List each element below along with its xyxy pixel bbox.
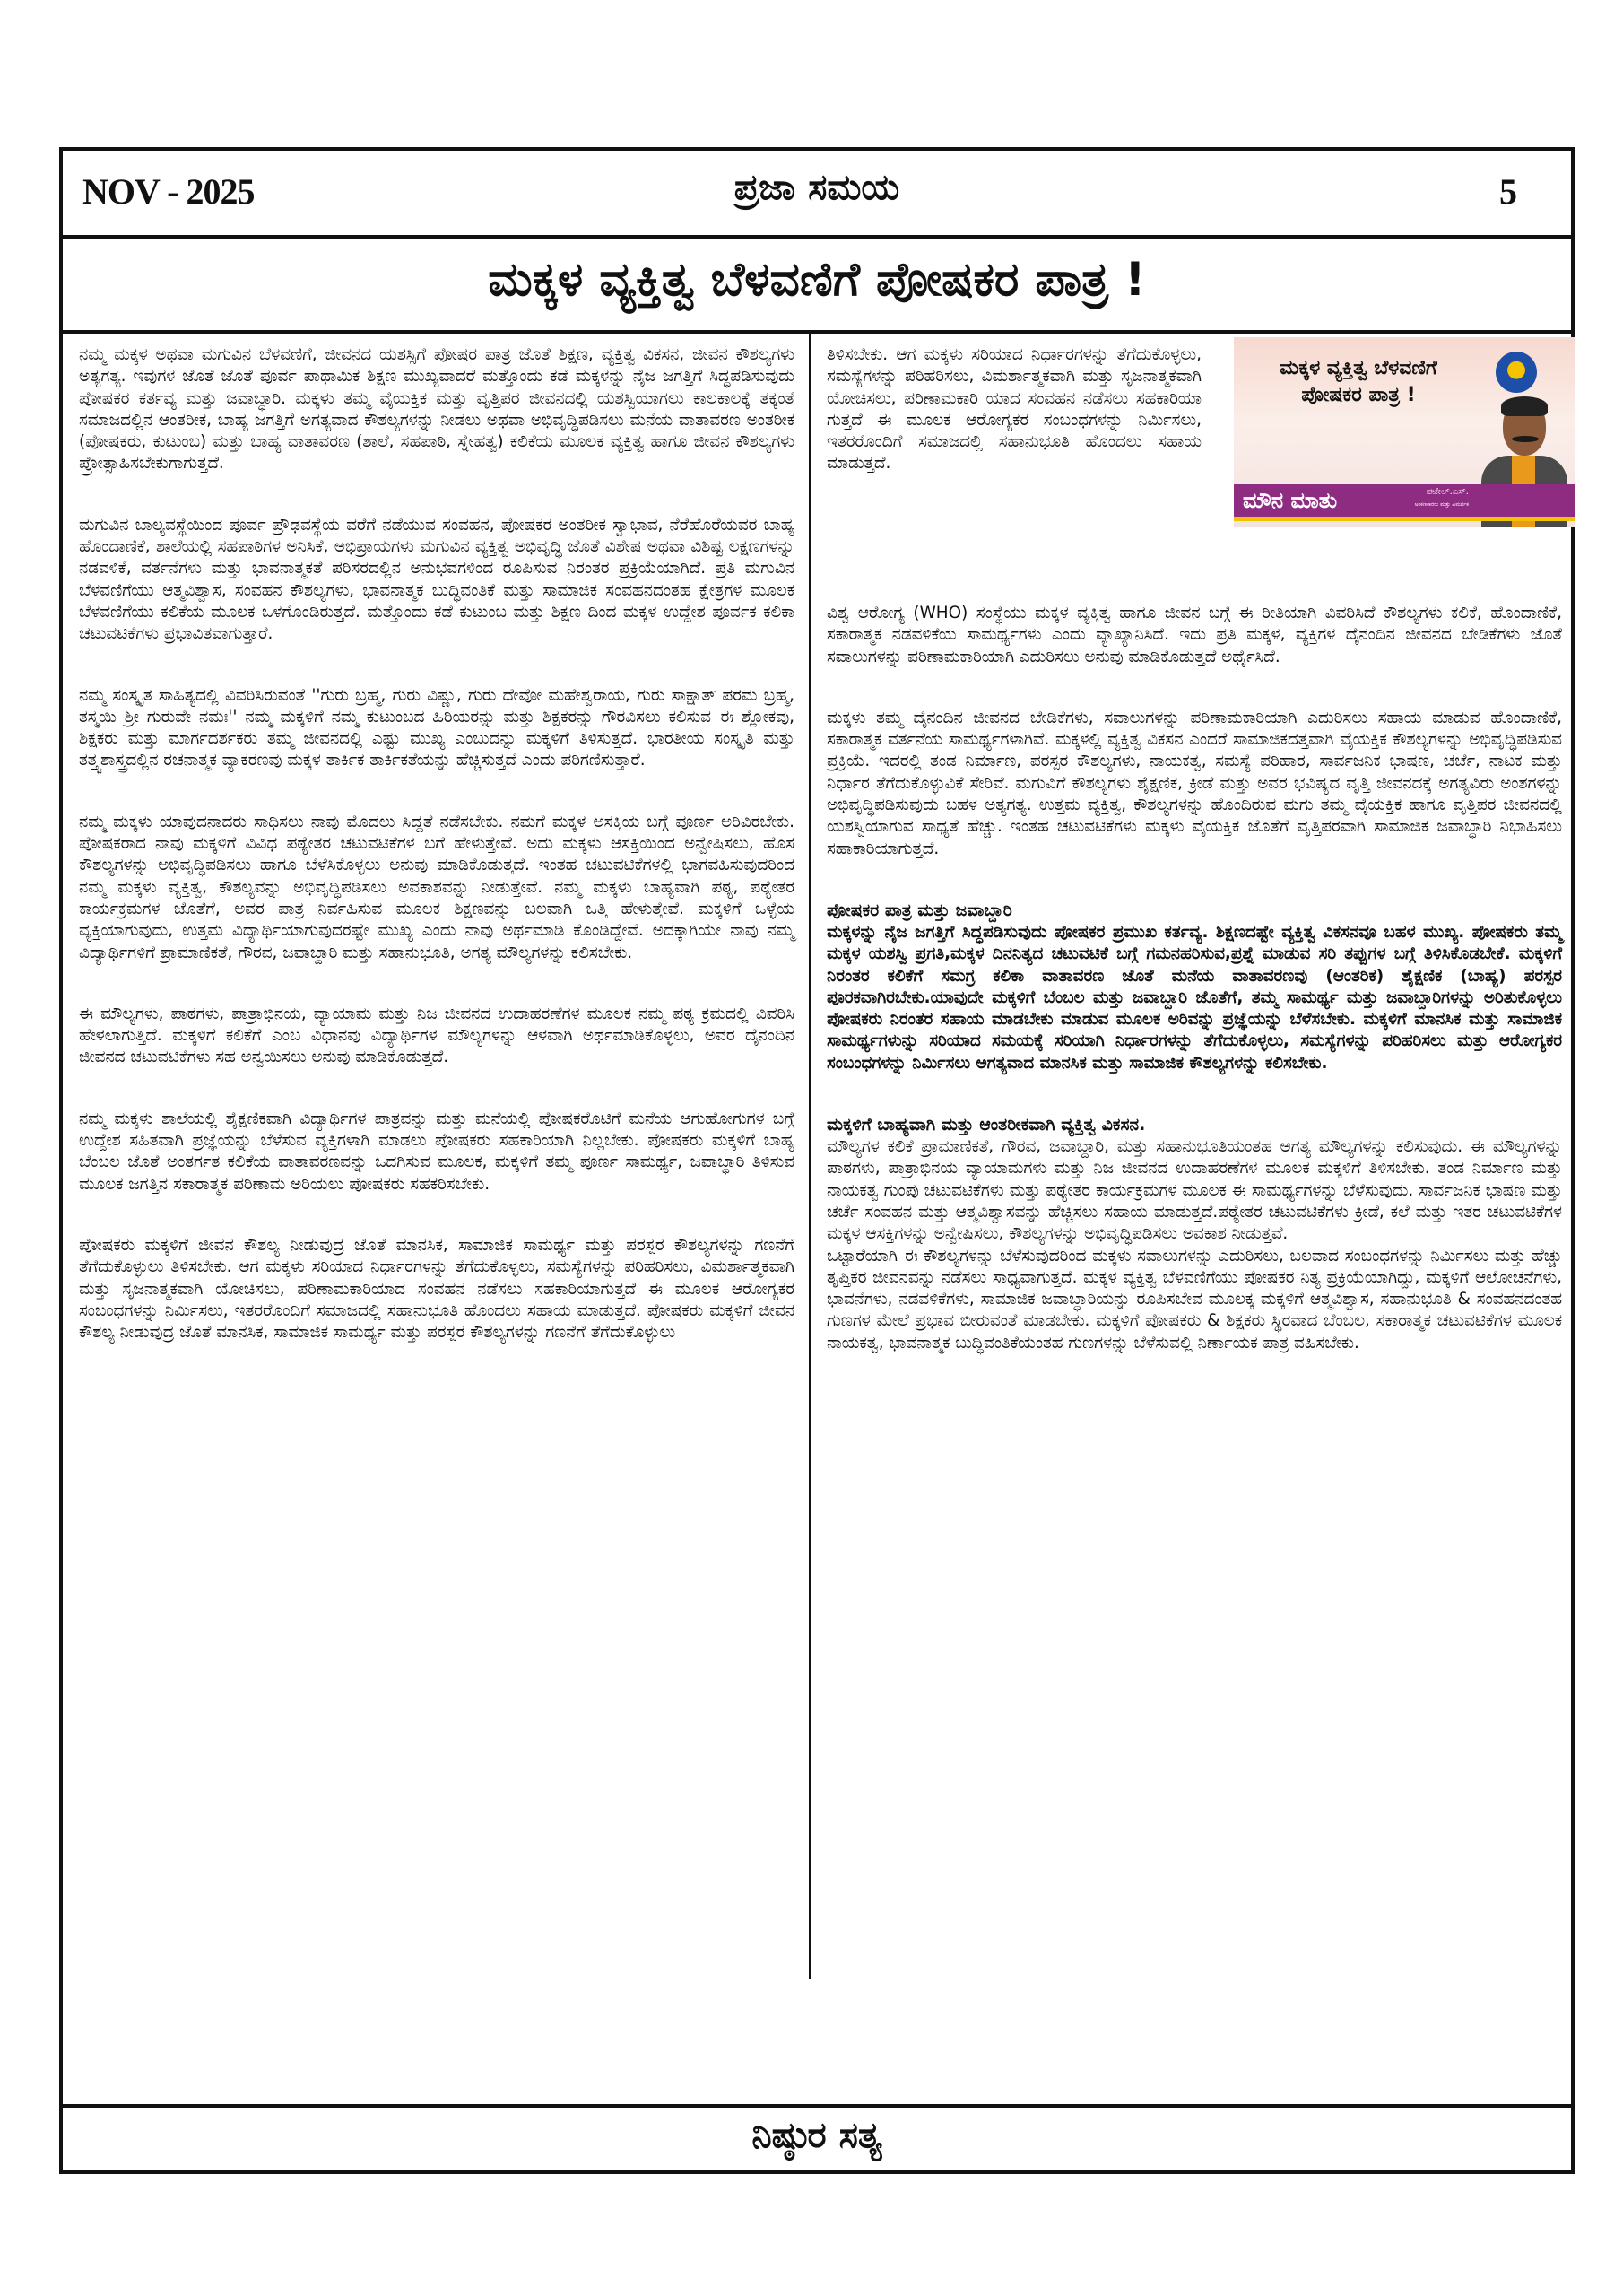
paragraph: ನಮ್ಮ ಮಕ್ಕಳು ಯಾವುದನಾದರು ಸಾಧಿಸಲು ನಾವು ಮೊದಲು ಸಿದ್ದತೆ ನಡೆಸಬೇಕು. ನಮಗೆ ಮಕ್ಕಳ ಅಸಕ್ತಿಯ ಬಗ್ಗೆ ಪೂರ್ಣ ಅರಿವಿರಬೇಕು. ಪೋಷಕರಾದ ನಾವು ಮಕ್ಕಳಿಗೆ ವಿವಿಧ ಪಠ್ಯೇತರ ಚಟುವಟಿಕೆಗಳ ಬಗೆ ಹೇಳುತ್ತೇವೆ. ಅದು ಮಕ್ಕಳು ಆಸಕ್ತಿಯಿಂದ ಅನ್ವೇಷಿಸಲು, ಹೊಸ ಕೌಶಲ್ಯಗಳನ್ನು ಅಭಿವೃದ್ಧಿಪಡಿಸಲು ಹಾಗೂ ಬೆಳೆಸಿಕೊಳ್ಳಲು ಅನುವು ಮಾಡಿಕೊಡುತ್ತದೆ. ಇಂತಹ ಚಟುವಟಿಕೆಗಳಲ್ಲಿ ಭಾಗವಹಿಸುವುದರಿಂದ ನಮ್ಮ ಮಕ್ಕಳು ವ್ಯಕ್ತಿತ್ವ, ಕೌಶಲ್ಯವನ್ನು ಅಭಿವೃದ್ಧಿಪಡಿಸಲು ಅವಕಾಶವನ್ನು ನೀಡುತ್ತೇವೆ. ನಮ್ಮ ಮಕ್ಕಳು ಬಾಹ್ಯವಾಗಿ ಪಠ್ಯ, ಪಠ್ಯೇತರ ಕಾರ್ಯಕ್ರಮಗಳ ಜೊತೆಗೆ, ಅವರ ಪಾತ್ರ ನಿರ್ವಹಿಸುವ ಮೂಲಕ ಶಿಕ್ಷಣವನ್ನು ಬಲವಾಗಿ ಒತ್ತಿ ಹೇಳುತ್ತೇವೆ. ಮಕ್ಕಳಿಗೆ ಒಳ್ಳೆಯ ವ್ಯಕ್ತಿಯಾಗುವುದು, ಉತ್ತಮ ವಿದ್ಯಾರ್ಥಿಯಾಗುವುದರಷ್ಟೇ ಮುಖ್ಯ ಎಂದು ನಾವು ಅರ್ಥಮಾಡಿ ಕೊಂಡಿದ್ದೇವೆ. ಅದಕ್ಕಾಗಿಯೇ ನಾವು ನಮ್ಮ ವಿದ್ಯಾರ್ಥಿಗಳಿಗೆ ಪ್ರಾಮಾಣಿಕತೆ, ಗೌರವ, ಜವಾಬ್ದಾರಿ ಮತ್ತು ಸಹಾನುಭೂತಿ, ಅಗತ್ಯ ಮೌಲ್ಯಗಳನ್ನು ಕಲಿಸಬೇಕು. <box>79 812 794 962</box>
paragraph: ಈ ಮೌಲ್ಯಗಳು, ಪಾಠಗಳು, ಪಾತ್ರಾಭಿನಯ, ವ್ಯಾಯಾಮ ಮತ್ತು ನಿಜ ಜೀವನದ ಉದಾಹರಣೆಗಳ ಮೂಲಕ ನಮ್ಮ ಪಠ್ಯ ಕ್ರಮದಲ್ಲಿ ವಿವರಿಸಿ ಹೇಳಲಾಗುತ್ತಿದೆ. ಮಕ್ಕಳಿಗೆ ಕಲಿಕೆಗೆ ಎಂಬ ವಿಧಾನವು ವಿದ್ಯಾರ್ಥಿಗಳ ಮೌಲ್ಯಗಳನ್ನು ಆಳವಾಗಿ ಅರ್ಥಮಾಡಿಕೊಳ್ಳಲು, ಅವರ ದೈನಂದಿನ ಜೀವನದ ಚಟುವಟಿಕೆಗಳು ಸಹ ಅನ್ವಯಿಸಲು ಅನುವು ಮಾಡಿಕೊಡುತ್ತದೆ. <box>79 1004 794 1067</box>
section-heading: ಮಕ್ಕಳಿಗೆ ಬಾಹ್ಯವಾಗಿ ಮತ್ತು ಆಂತರೀಕವಾಗಿ ವ್ಯಕ್ತಿತ್ವ ವಿಕಸನ. <box>827 1115 1146 1135</box>
newspaper-name: ಪ್ರಜಾ ಸಮಯ <box>733 167 900 208</box>
left-column <box>79 344 794 1383</box>
paragraph: ನಮ್ಮ ಸಂಸ್ಕೃತ ಸಾಹಿತ್ಯದಲ್ಲಿ ವಿವರಿಸಿರುವಂತೆ ''ಗುರು ಬ್ರಹ್ಮ, ಗುರು ವಿಷ್ಣು, ಗುರು ದೇವೋ ಮಹೇಶ್ವರಾಯ, ಗುರು ಸಾಕ್ಷಾತ್ ಪರಮ ಬ್ರಹ್ಮ, ತಸ್ಮಯಿ ಶ್ರೀ ಗುರುವೇ ನಮಃ'' ನಮ್ಮ ಮಕ್ಕಳಿಗೆ ನಮ್ಮ ಕುಟುಂಬದ ಹಿರಿಯರನ್ನು ಮತ್ತು ಶಿಕ್ಷಕರನ್ನು ಗೌರವಿಸಲು ಕಲಿಸುವ ಈ ಶ್ಲೋಕವು, ಶಿಕ್ಷಕರು ಮತ್ತು ಮಾರ್ಗದರ್ಶಕರು ತಮ್ಮ ಜೀವನದಲ್ಲಿ ಎಷ್ಟು ಮುಖ್ಯ ಎಂಬುದನ್ನು ಮಕ್ಕಳಿಗೆ ತಿಳಿಸುತ್ತದೆ. ಭಾರತೀಯ ಸಂಸ್ಕೃತಿ ಮತ್ತು ತತ್ತ್ವಶಾಸ್ತ್ರದಲ್ಲಿನ ರಚನಾತ್ಮಕ ವ್ಯಾಕರಣವು ಮಕ್ಕಳ ತಾರ್ಕಿಕ ತಾರ್ಕಿಕತೆಯನ್ನು ಹೆಚ್ಚಿಸುತ್ತದೆ ಎಂದು ಪರಿಗಣಿಸುತ್ತಾರೆ. <box>79 685 794 770</box>
section-heading: ಪೋಷಕರ ಪಾತ್ರ ಮತ್ತು ಜವಾಬ್ದಾರಿ <box>827 900 1012 920</box>
author-role: ಅಂಕಣಕಾರರು ಮತ್ತು ವಿಮರ್ಶಕ <box>1414 501 1469 508</box>
person-mustache <box>1512 436 1539 442</box>
person-hair <box>1501 396 1548 416</box>
right-column <box>827 344 1562 1354</box>
news-logo-icon <box>1496 352 1537 393</box>
article-headline: ಮಕ್ಕಳ ವ್ಯಕ್ತಿತ್ವ ಬೆಳವಣಿಗೆ ಪೋಷಕರ ಪಾತ್ರ ! <box>488 253 1146 307</box>
banner-title-line: ಪೋಷಕರ ಪಾತ್ರ ! <box>1301 384 1416 406</box>
paragraph: ಒಟ್ಟಾರೆಯಾಗಿ ಈ ಕೌಶಲ್ಯಗಳನ್ನು ಬೆಳೆಸುವುದರಿಂದ ಮಕ್ಕಳು ಸವಾಲುಗಳನ್ನು ಎದುರಿಸಲು, ಬಲವಾದ ಸಂಬಂಧಗಳನ್ನು ನಿರ್ಮಿಸಲು ಮತ್ತು ಹೆಚ್ಚು ತೃಪ್ತಿಕರ ಜೀವನವನ್ನು ನಡೆಸಲು ಸಾಧ್ಯವಾಗುತ್ತದೆ. ಮಕ್ಕಳ ವ್ಯಕ್ತಿತ್ವ ಬೆಳವಣಿಗೆಯು ಪೋಷಕರ ನಿತ್ಯ ಪ್ರಕ್ರಿಯೆಯಾಗಿದ್ದು, ಮಕ್ಕಳಿಗೆ ಆಲೋಚನೆಗಳು, ಭಾವನೆಗಳು, ನಡವಳಿಕೆಗಳು, ಸಾಮಾಜಿಕ ಜವಾಬ್ಧಾರಿಯನ್ನು ರೂಪಿಸಬೇವ ಮೂಲಕ್ಕ ಮಕ್ಕಳಿಗೆ ಆತ್ಮವಿಶ್ವಾಸ, ಸಹಾನುಭೂತಿ & ಸಂವಹನದಂತಹ ಗುಣಗಳ ಮೇಲೆ ಪ್ರಭಾವ ಬೀರುವಂತೆ ಮಾಡಬೇಕು. ಮಕ್ಕಳಿಗೆ ಪೋಷಕರು & ಶಿಕ್ಷಕರು ಸ್ಥಿರವಾದ ಬೆಂಬಲ, ಸಕಾರಾತ್ಮಕ ಚಟುವಟಿಕೆಗಳ ಮೂಲಕ ನಾಯಕತ್ವ, ಭಾವನಾತ್ಮಕ ಬುದ್ಧಿವಂತಿಕೆಯಂತಹ ಗುಣಗಳನ್ನು ಬೆಳೆಸುವಲ್ಲಿ ನಿರ್ಣಾಯಕ ಪಾತ್ರ ವಹಿಸಬೇಕು. <box>827 1246 1562 1352</box>
banner-band <box>1234 484 1575 521</box>
headline-box <box>63 235 1571 334</box>
column-divider <box>809 330 811 1979</box>
column-banner-image <box>1234 337 1575 527</box>
newspaper-page <box>59 147 1575 2174</box>
paragraph: ಮೌಲ್ಯಗಳ ಕಲಿಕೆ ಪ್ರಾಮಾಣಿಕತೆ, ಗೌರವ, ಜವಾಬ್ದಾರಿ, ಮತ್ತು ಸಹಾನುಭೂತಿಯಂತಹ ಅಗತ್ಯ ಮೌಲ್ಯಗಳನ್ನು ಕಲಿಸುವುದು. ಈ ಮೌಲ್ಯಗಳನ್ನು ಪಾಠಗಳು, ಪಾತ್ರಾಭಿನಯ ವ್ಯಾಯಾಮಗಳು ಮತ್ತು ನಿಜ ಜೀವನದ ಉದಾಹರಣೆಗಳ ಮೂಲಕ ಮಕ್ಕಳಿಗೆ ತಿಳಿಸಬೇಕು. ತಂಡ ನಿರ್ಮಾಣ ಮತ್ತು ನಾಯಕತ್ವ ಗುಂಪು ಚಟುವಟಿಕೆಗಳು ಮತ್ತು ಪಠ್ಯೇತರ ಕಾರ್ಯಕ್ರಮಗಳ ಮೂಲಕ ಈ ಸಾಮರ್ಥ್ಯಗಳನ್ನು ಬೆಳೆಸುವುದು. ಸಾರ್ವಜನಿಕ ಭಾಷಣ ಮತ್ತು ಚರ್ಚೆ ಸಂವಹನ ಮತ್ತು ಆತ್ಮವಿಶ್ವಾಸವನ್ನು ಹೆಚ್ಚಿಸಲು ಸಹಾಯ ಮಾಡುತ್ತದೆ.ಪಠ್ಯೇತರ ಚಟುವಟಿಕೆಗಳು ಕ್ರೀಡೆ, ಕಲೆ ಮತ್ತು ಇತರ ಚಟುವಟಿಕೆಗಳ ಮಕ್ಕಳ ಆಸಕ್ತಿಗಳನ್ನು ಅನ್ವೇಷಿಸಲು, ಕೌಶಲ್ಯಗಳನ್ನು ಅಭಿವೃದ್ಧಿಪಡಿಸಲು ಅವಕಾಶ ನೀಡುತ್ತವೆ. <box>827 1137 1562 1244</box>
page-number: 5 <box>1499 171 1517 212</box>
paragraph: ನಮ್ಮ ಮಕ್ಕಳು ಶಾಲೆಯಲ್ಲಿ ಶೈಕ್ಷಣಿಕವಾಗಿ ವಿದ್ಯಾರ್ಥಿಗಳ ಪಾತ್ರವನ್ನು ಮತ್ತು ಮನೆಯಲ್ಲಿ ಪೋಷಕರೊಟಿಗೆ ಮನೆಯ ಆಗುಹೋಗುಗಳ ಬಗ್ಗೆ ಉದ್ದೇಶ ಸಹಿತವಾಗಿ ಪ್ರಜ್ಞೆಯನ್ನು ಬೆಳೆಸುವ ವ್ಯಕ್ತಿಗಳಾಗಿ ಮಾಡಲು ಪೋಷಕರು ಸಹಕಾರಿಯಾಗಿ ನಿಲ್ಲಬೇಕು. ಪೋಷಕರು ಮಕ್ಕಳಿಗೆ ಬಾಹ್ಯ ಬೆಂಬಲ ಜೊತೆ ಅಂತರ್ಗತ ಕಲಿಕೆಯ ವಾತಾವರಣವನ್ನು ಒದಗಿಸುವ ಮೂಲಕ, ಮಕ್ಕಳಿಗೆ ತಮ್ಮ ಪೂರ್ಣ ಸಾಮರ್ಥ್ಯ, ಜವಾಬ್ಧಾರಿ ತಿಳಿಸುವ ಮೂಲಕ ಜಗತ್ತಿನ ಸಕಾರಾತ್ಮಕ ಪರಿಣಾಮ ಅರಿಯಲು ಪೋಷಕರು ಸಹಕರಿಸಬೇಕು. <box>79 1109 794 1194</box>
paragraph: ಮಕ್ಕಳನ್ನು ನೈಜ ಜಗತ್ತಿಗೆ ಸಿದ್ಧಪಡಿಸುವುದು ಪೋಷಕರ ಪ್ರಮುಖ ಕರ್ತವ್ಯ. ಶಿಕ್ಷಣದಷ್ಟೇ ವ್ಯಕ್ತಿತ್ವ ವಿಕಸನವೂ ಬಹಳ ಮುಖ್ಯ. ಪೋಷಕರು ತಮ್ಮ ಮಕ್ಕಳ ಯಶಸ್ವಿ ಪ್ರಗತಿ,ಮಕ್ಕಳ ದಿನನಿತ್ಯದ ಚಟುವಟಿಕೆ ಬಗ್ಗೆ ಗಮನಹರಿಸುವ,ಪ್ರಶ್ನೆ ಮಾಡುವ ಸರಿ ತಪ್ಪುಗಳ ಬಗ್ಗೆ ತಿಳಿಸಿಕೊಡಬೇಕೆ. ಮಕ್ಕಳಿಗೆ ನಿರಂತರ ಕಲಿಕೆಗೆ ಸಮಗ್ರ ಕಲಿಕಾ ವಾತಾವರಣ ಜೊತೆ ಮನೆಯ ವಾತಾವರಣವು (ಆಂತರಿಕ) ಶೈಕ್ಷಣಿಕ (ಬಾಹ್ಯ) ಪರಸ್ಪರ ಪೂರಕವಾಗಿರಬೇಕು.ಯಾವುದೇ ಮಕ್ಕಳಿಗೆ ಬೆಂಬಲ ಮತ್ತು ಜವಾಬ್ದಾರಿ ಜೊತೆಗೆ, ತಮ್ಮ ಸಾಮರ್ಥ್ಯ ಮತ್ತು ಜವಾಬ್ದಾರಿಗಳನ್ನು ಅರಿತುಕೊಳ್ಳಲು ಪೋಷಕರು ನಿರಂತರ ಸಹಾಯ ಮಾಡಬೇಕು ಮಾಡುವ ಮೂಲಕ ಅರಿವನ್ನು ಪ್ರಜ್ಞೆಯನ್ನು ಬೆಳೆಸಬೇಕು. ಮಕ್ಕಳಿಗೆ ಮಾನಸಿಕ ಮತ್ತು ಸಾಮಾಜಿಕ ಸಾಮರ್ಥ್ಯಗಳುನ್ನು ಸರಿಯಾದ ಸಮಯಕ್ಕೆ ಸರಿಯಾಗಿ ನಿರ್ಧಾರಗಳನ್ನು ತೆಗೆದುಕೊಳ್ಳಲು, ಸಮಸ್ಯೆಗಳನ್ನು ಪರಿಹರಿಸಲು ಮತ್ತು ಆರೋಗ್ಯಕರ ಸಂಬಂಧಗಳನ್ನು ನಿರ್ಮಿಸಲು ಅಗತ್ಯವಾದ ಮಾನಸಿಕ ಮತ್ತು ಸಾಮಾಜಿಕ ಕೌಶಲ್ಯಗಳನ್ನು ಕಲಿಸಬೇಕು. <box>827 922 1562 1073</box>
banner-title-line: ಮಕ್ಕಳ ವ್ಯಕ್ತಿತ್ವ ಬೆಳವಣಿಗೆ <box>1280 357 1437 379</box>
column-series-name: ಮೌನ ಮಾತು <box>1243 488 1338 513</box>
intro-with-banner <box>827 344 1562 603</box>
masthead <box>63 151 1571 239</box>
issue-date: NOV - 2025 <box>82 171 255 212</box>
banner-title <box>1246 355 1471 409</box>
paragraph: ವಿಶ್ವ ಆರೋಗ್ಯ (WHO) ಸಂಸ್ಥೆಯು ಮಕ್ಕಳ ವ್ಯಕ್ತಿತ್ವ ಹಾಗೂ ಜೀವನ ಬಗ್ಗೆ ಈ ರೀತಿಯಾಗಿ ವಿವರಿಸಿದೆ ಕೌಶಲ್ಯಗಳು ಕಲಿಕೆ, ಹೊಂದಾಣಿಕೆ, ಸಕಾರಾತ್ಮಕ ನಡವಳಿಕೆಯ ಸಾಮರ್ಥ್ಯಗಳು ಎಂದು ವ್ಯಾಖ್ಯಾನಿಸಿದೆ. ಇದು ಪ್ರತಿ ಮಕ್ಕಳ, ವ್ಯಕ್ತಿಗಳ ದೈನಂದಿನ ಜೀವನದ ಬೇಡಿಕೆಗಳು ಜೊತೆ ಸವಾಲುಗಳನ್ನು ಪರಿಣಾಮಕಾರಿಯಾಗಿ ಎದುರಿಸಲು ಅನುವು ಮಾಡಿಕೊಡುತ್ತದೆ ಅರ್ಥೈಸಿದೆ. <box>827 604 1562 666</box>
paragraph: ತಿಳಿಸಬೇಕು. ಆಗ ಮಕ್ಕಳು ಸರಿಯಾದ ನಿರ್ಧಾರಗಳನ್ನು ತೆಗೆದುಕೊಳ್ಳಲು, ಸಮಸ್ಯೆಗಳನ್ನು ಪರಿಹರಿಸಲು, ವಿಮರ್ಶಾತ್ಮಕವಾಗಿ ಮತ್ತು ಸೃಜನಾತ್ಮಕವಾಗಿ ಯೋಚಿಸಲು, ಪರಿಣಾಮಕಾರಿ ಯಾದ ಸಂವಹನ ನಡೆಸಲು ಸಹಕಾರಿಯಾ ಗುತ್ತದೆ ಈ ಮೂಲಕ ಆರೋಗ್ಯಕರ ಸಂಬಂಧಗಳನ್ನು ನಿರ್ಮಿಸಲು, ಇತರರೊಂದಿಗೆ ಸಮಾಜದಲ್ಲಿ ಸಹಾನುಭೂತಿ ಹೊಂದಲು ಸಹಾಯ ಮಾಡುತ್ತದೆ. <box>827 345 1202 474</box>
author-credit <box>1388 486 1469 511</box>
paragraph: ಮಕ್ಕಳು ತಮ್ಮ ದೈನಂದಿನ ಜೀವನದ ಬೇಡಿಕೆಗಳು, ಸವಾಲುಗಳನ್ನು ಪರಿಣಾಮಕಾರಿಯಾಗಿ ಎದುರಿಸಲು ಸಹಾಯ ಮಾಡುವ ಹೊಂದಾಣಿಕೆ, ಸಕಾರಾತ್ಮಕ ವರ್ತನೆಯ ಸಾಮರ್ಥ್ಯಗಳಾಗಿವೆ. ಮಕ್ಕಳಲ್ಲಿ ವ್ಯಕ್ತಿತ್ವ ವಿಕಸನ ಎಂದರೆ ಸಾಮಾಜಿಕದತ್ತವಾಗಿ ವೈಯಕ್ತಿಕ ಕೌಶಲ್ಯಗಳನ್ನು ಅಭಿವೃದ್ಧಿಪಡಿಸುವ ಪ್ರಕ್ರಿಯೆ. ಇದರಲ್ಲಿ ತಂಡ ನಿರ್ಮಾಣ, ಪರಸ್ಪರ ಕೌಶಲ್ಯಗಳು, ನಾಯಕತ್ವ, ಸಮಸ್ಯೆ ಪರಿಹಾರ, ಸಾರ್ವಜನಿಕ ಭಾಷಣ, ಚರ್ಚೆ, ನಾಟಕ ಮತ್ತು ನಿರ್ಧಾರ ತೆಗೆದುಕೊಳ್ಳುವಿಕೆ ಸೇರಿವೆ. ಮಗುವಿಗೆ ಕೌಶಲ್ಯಗಳು ಶೈಕ್ಷಣಿಕ, ಕ್ರೀಡೆ ಮತ್ತು ಅವರ ಭವಿಷ್ಯದ ವೃತ್ತಿ ಜೀವನದಕ್ಕೆ ಅಗತ್ಯವಿರು ಅಂಶಗಳನ್ನು ಅಭಿವೃದ್ಧಿಪಡಿಸುವುದು ಬಹಳ ಅತ್ಯಗತ್ಯ. ಉತ್ತಮ ವ್ಯಕ್ತಿತ್ವ, ಕೌಶಲ್ಯಗಳನ್ನು ಹೊಂದಿರುವ ಮಗು ತಮ್ಮ ವೈಯಕ್ತಿಕ ಹಾಗೂ ವೃತ್ತಿಪರ ಜೀವನದಲ್ಲಿ ಯಶಸ್ವಿಯಾಗುವ ಸಾಧ್ಯತೆ ಹೆಚ್ಚು. ಇಂತಹ ಚಟುವಟಿಕೆಗಳು ಮಕ್ಕಳು ವೈಯಕ್ತಿಕ ಜೊತೆಗೆ ವೃತ್ತಿಪರವಾಗಿ ಸಾಮಾಜಿಕ ಜವಾಬ್ಧಾರಿ ನಿಭಾಹಿಸಲು ಸಹಾಕಾರಿಯಾಗುತ್ತದೆ. <box>827 708 1562 858</box>
paragraph: ನಮ್ಮ ಮಕ್ಕಳ ಅಥವಾ ಮಗುವಿನ ಬೆಳವಣಿಗೆ, ಜೀವನದ ಯಶಸ್ಸಿಗೆ ಪೋಷರ ಪಾತ್ರ ಜೊತೆ ಶಿಕ್ಷಣ, ವ್ಯಕ್ತಿತ್ವ ವಿಕಸನ, ಜೀವನ ಕೌಶಲ್ಯಗಳು ಅತ್ಯಗತ್ಯ. ಇವುಗಳ ಜೊತೆ ಜೊತೆ ಪೂರ್ವ ಪಾಥಾಮಿಕ ಶಿಕ್ಷಣ ಮುಖ್ಯವಾದರೆ ಮತ್ತೊಂದು ಕಡೆ ಮಕ್ಕಳನ್ನು ನೈಜ ಜಗತ್ತಿಗೆ ಸಿದ್ಧಪಡಿಸುವುದು ಪೋಷಕರ ಕರ್ತವ್ಯ ಮತ್ತು ಜವಾಬ್ಧಾರಿ. ಮಕ್ಕಳು ತಮ್ಮ ವೈಯಕ್ತಿಕ ಮತ್ತು ವೃತ್ತಿಪರ ಜೀವನದಲ್ಲಿ ಯಶಸ್ವಿಯಾಗಲು ಕಾಲಕಾಲಕ್ಕೆ ತಕ್ಕಂತೆ ಸಮಾಜದಲ್ಲಿನ ಆಂತರೀಕ, ಬಾಹ್ಯ ಜಗತ್ತಿಗೆ ಅಗತ್ಯವಾದ ಕೌಶಲ್ಯಗಳನ್ನು ನೀಡಲು ಅಥವಾ ಅಭಿವೃದ್ಧಿಪಡಿಸಲು ಮನೆಯ ವಾತಾವರಣ ಅಂತರೀಕ (ಪೋಷಕರು, ಕುಟುಂಬ) ಮತ್ತು ಬಾಹ್ಯ ವಾತಾವರಣ (ಶಾಲೆ, ಸಹಪಾಠಿ, ಸ್ನೇಹತ್ವ) ಕಲಿಕೆಯ ಮೂಲಕ ವ್ಯಕ್ತಿತ್ವ ಹಾಗೂ ಜೀವನ ಕೌಶಲ್ಯಗಳು ಪ್ರೋತ್ಸಾಹಿಸಬೇಕುಗಾಗುತ್ತದೆ. <box>79 345 794 474</box>
paragraph: ಪೋಷಕರು ಮಕ್ಕಳಿಗೆ ಜೀವನ ಕೌಶಲ್ಯ ನೀಡುವುದ್ರ ಜೊತೆ ಮಾನಸಿಕ, ಸಾಮಾಜಿಕ ಸಾಮರ್ಥ್ಯ ಮತ್ತು ಪರಸ್ಪರ ಕೌಶಲ್ಯಗಳನ್ನು ಗಣನೆಗೆ ತೆಗೆದುಕೊಳ್ಳುಲು ತಿಳಿಸಬೇಕು. ಆಗ ಮಕ್ಕಳು ಸರಿಯಾದ ನಿರ್ಧಾರಗಳನ್ನು ತೆಗೆದುಕೊಳ್ಳಲು, ಸಮಸ್ಯೆಗಳನ್ನು ಪರಿಹರಿಸಲು, ವಿಮರ್ಶಾತ್ಮಕವಾಗಿ ಮತ್ತು ಸೃಜನಾತ್ಮಕವಾಗಿ ಯೋಚಿಸಲು, ಪರಿಣಾಮಕಾರಿಯಾದ ಸಂವಹನ ನಡೆಸಲು ಸಹಕಾರಿಯಾಗುತ್ತದೆ ಈ ಮೂಲಕ ಆರೋಗ್ಯಕರ ಸಂಬಂಧಗಳನ್ನು ನಿರ್ಮಿಸಲು, ಇತರರೊಂದಿಗೆ ಸಮಾಜದಲ್ಲಿ ಸಹಾನುಭೂತಿ ಹೊಂದಲು ಸಹಾಯ ಮಾಡುತ್ತದೆ. ಪೋಷಕರು ಮಕ್ಕಳಿಗೆ ಜೀವನ ಕೌಶಲ್ಯ ನೀಡುವುದ್ರ ಜೊತೆ ಮಾನಸಿಕ, ಸಾಮಾಜಿಕ ಸಾಮರ್ಥ್ಯ ಮತ್ತು ಪರಸ್ಪರ ಕೌಶಲ್ಯಗಳನ್ನು ಗಣನೆಗೆ ತೆಗೆದುಕೊಳ್ಳುಲು <box>79 1235 794 1343</box>
footer-title: ನಿಷ್ಠುರ ಸತ್ಯ <box>751 2115 882 2156</box>
footer <box>63 2104 1571 2170</box>
paragraph: ಮಗುವಿನ ಬಾಲ್ಯವಸ್ಥೆಯಿಂದ ಪೂರ್ವ ಪ್ರೌಢವಸ್ಥೆಯ ವರೆಗೆ ನಡೆಯುವ ಸಂವಹನ, ಪೋಷಕರ ಅಂತರೀಕ ಸ್ವಾಭಾವ, ನೆರೆಹೊರೆಯವರ ಬಾಹ್ಯ ಹೊಂದಾಣಿಕೆ, ಶಾಲೆಯಲ್ಲಿ ಸಹಪಾಠಿಗಳ ಅನಿಸಿಕೆ, ಅಭಿಪ್ರಾಯಗಳು ಮಗುವಿನ ವ್ಯಕ್ತಿತ್ವ ಅಭಿವೃದ್ಧಿ ಜೊತೆ ವಿಶೇಷ ಅಥವಾ ವಿಶಿಷ್ಟ ಲಕ್ಷಣಗಳನ್ನು ನಡವಳಿಕೆ, ವರ್ತನೆಗಳು ಮತ್ತು ಭಾವನಾತ್ಮಕತೆ ಪರಿಸರದಲ್ಲಿನ ಅನುಭವಗಳಿಂದ ರೂಪಿಸುವ ನಿರಂತರ ಪ್ರಕ್ರಿಯೆಯಾಗಿದೆ. ಪ್ರತಿ ಮಗುವಿನ ಬೆಳವಣಿಗೆಯು ಆತ್ಮವಿಶ್ವಾಸ, ಸಂವಹನ ಕೌಶಲ್ಯಗಳು, ಭಾವನಾತ್ಮಕ ಬುದ್ಧಿವಂತಿಕೆ ಮತ್ತು ಸಾಮಾಜಿಕ ಸಂವಹನದಂತಹ ಕ್ಷೇತ್ರಗಳ ಮೂಲಕ ಬೆಳವಣಿಗೆಯು ಕಲಿಕೆಯ ಮೂಲಕ ಒಳಗೊಂಡಿರುತ್ತದೆ. ಮತ್ತೊಂದು ಕಡೆ ಕುಟುಂಬ ಮತ್ತು ಶಿಕ್ಷಣ ದಿಂದ ಮಕ್ಕಳ ಉದ್ದೇಶ ಪೂರ್ವಕ ಕಲಿಕಾ ಚಟುವಟಿಕೆಗಳು ಪ್ರಭಾವಿತವಾಗುತ್ತಾರೆ. <box>79 515 794 644</box>
article-body <box>63 330 1571 1979</box>
author-name: ಪಟೇಲ್.ಎಸ್. <box>1426 487 1469 497</box>
